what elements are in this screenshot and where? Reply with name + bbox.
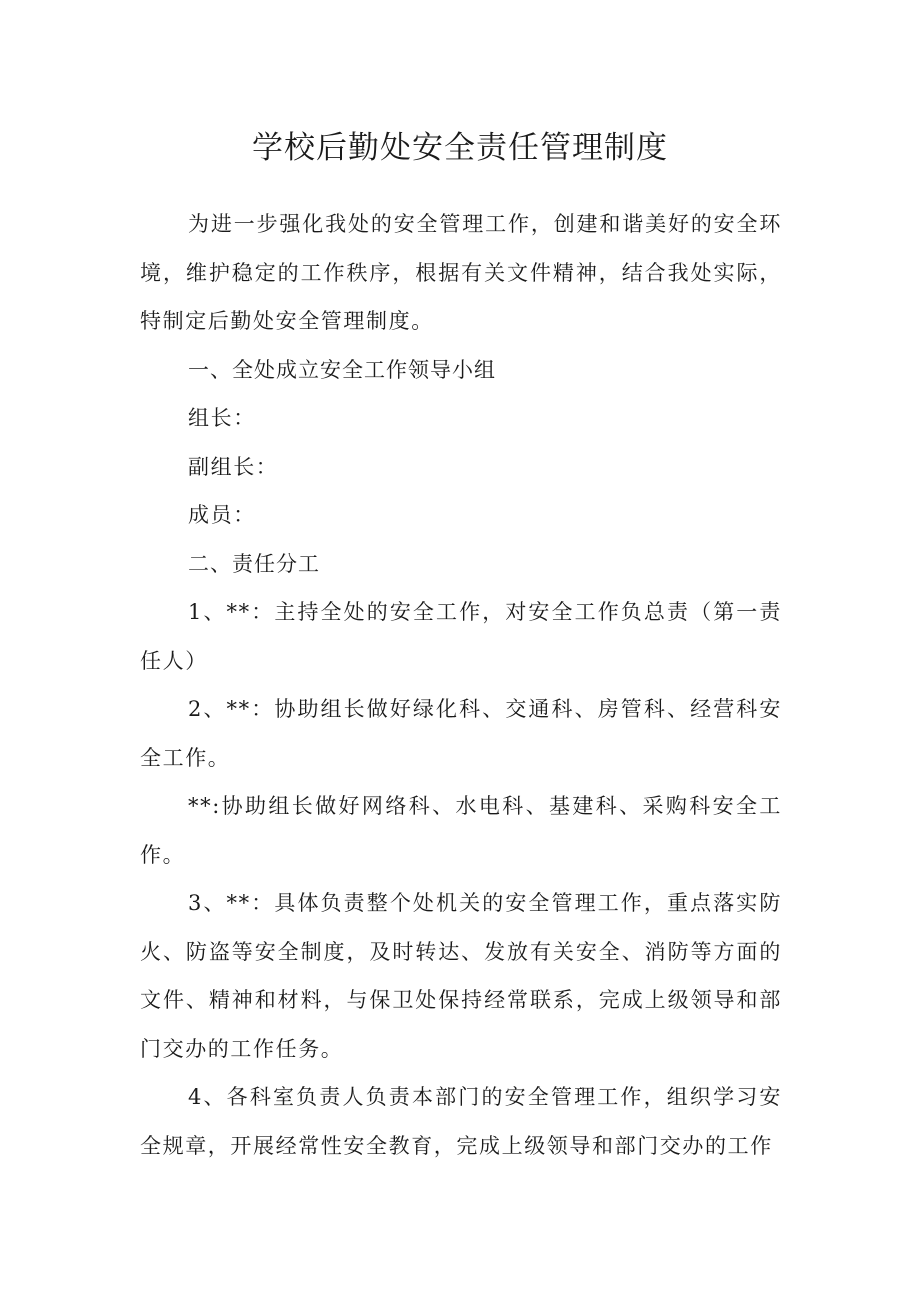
duty-item-2: 2、**：协助组长做好绿化科、交通科、房管科、经营科安全工作。 [140,697,782,770]
leader-field [140,394,782,443]
duty-item-2b: **:协助组长做好网络科、水电科、基建科、采购科安全工作。 [140,794,782,867]
intro-paragraph: 为进一步强化我处的安全管理工作，创建和谐美好的安全环境，维护稳定的工作秩序，根据有关文件精神，结合我处实际，特制定后勤处安全管理制度。 [140,212,782,333]
document-body [140,200,782,1170]
duty-item-1: 1、**：主持全处的安全工作，对安全工作负总责（第一责任人） [140,600,782,673]
section-1-heading: 一、全处成立安全工作领导小组 [188,357,496,382]
duty-item-4: 4、各科室负责人负责本部门的安全管理工作，组织学习安全规章，开展经常性安全教育，完成上级领导和部门交办的工作 [140,1085,782,1158]
members-field [140,491,782,540]
deputy-leader-label: 副组长： [188,454,279,479]
leader-label: 组长： [188,406,256,430]
document-title: 学校后勤处安全责任管理制度 [252,130,668,166]
duty-item-3: 3、**：具体负责整个处机关的安全管理工作，重点落实防火、防盗等安全制度，及时转达、发放有关安全、消防等方面的文件、精神和材料，与保卫处保持经常联系，完成上级领导和部门交办的工作任务。 [140,891,782,1061]
members-label: 成员： [188,503,256,527]
section-2-heading: 二、责任分工 [188,551,320,576]
deputy-leader-field [140,443,782,492]
